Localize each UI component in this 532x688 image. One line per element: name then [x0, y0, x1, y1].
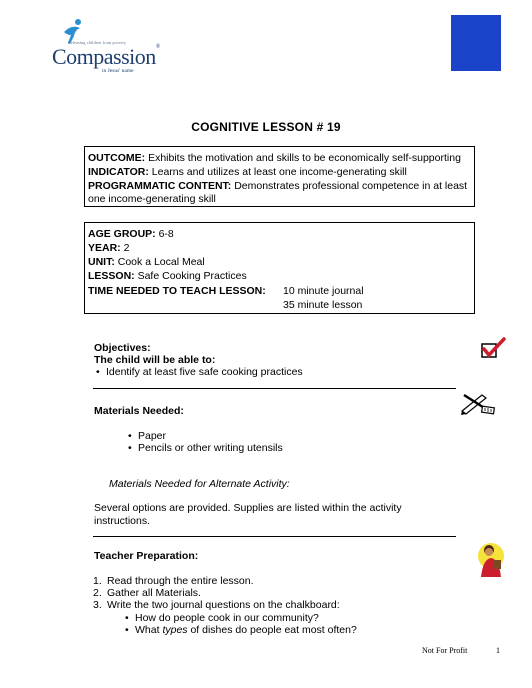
page-title: COGNITIVE LESSON # 19 [191, 120, 341, 134]
compassion-logo [52, 18, 164, 74]
programmatic-line: PROGRAMMATIC CONTENT: Demonstrates professional competence in at least [88, 180, 468, 192]
prep-step: 1. Read through the entire lesson. [93, 575, 254, 587]
objectives-heading: Objectives: [94, 342, 151, 354]
journal-question: • What types of dishes do people eat most often? [135, 623, 357, 637]
alternate-materials-text-2: instructions. [94, 515, 151, 527]
section-divider [93, 388, 456, 389]
logo-subtitle: in Jesus' name [102, 68, 134, 74]
checkbox-check-icon [479, 337, 507, 361]
alternate-materials-heading: Materials Needed for Alternate Activity: [109, 478, 290, 490]
prep-step: 3. Write the two journal questions on the chalkboard: [93, 599, 340, 611]
programmatic-line-2: one income-generating skill [88, 193, 216, 205]
material-item: • Pencils or other writing utensils [138, 441, 283, 455]
alternate-materials-text: Several options are provided. Supplies are listed within the activity [94, 502, 402, 514]
indicator-line: INDICATOR: Learns and utilizes at least one income-generating skill [88, 166, 407, 178]
logo-tagline: Releasing children from poverty [68, 40, 127, 45]
pencil-ruler-icon [460, 391, 496, 415]
footer-note: Not For Profit [422, 646, 468, 655]
time-label: TIME NEEDED TO TEACH LESSON: [88, 285, 266, 297]
time-value-journal: 10 minute journal [283, 285, 364, 297]
teacher-prep-heading: Teacher Preparation: [94, 550, 199, 562]
journal-question: • How do people cook in our community? [135, 611, 319, 625]
lesson-line: LESSON: Safe Cooking Practices [88, 270, 247, 282]
objective-item: • Identify at least five safe cooking practices [106, 365, 303, 379]
unit-line: UNIT: Cook a Local Meal [88, 256, 205, 268]
section-divider [93, 536, 456, 537]
logo-wordmark: Compassion® [52, 44, 160, 69]
objectives-subheading: The child will be able to: [94, 354, 216, 366]
page-number: 1 [496, 646, 500, 655]
blue-corner-block [451, 15, 501, 71]
time-value-lesson: 35 minute lesson [283, 299, 363, 311]
age-group-line: AGE GROUP: 6-8 [88, 228, 174, 240]
outcome-line: OUTCOME: Exhibits the motivation and skills to be economically self-supporting [88, 152, 461, 164]
teacher-person-icon [475, 541, 507, 579]
materials-heading: Materials Needed: [94, 405, 184, 417]
material-item: • Paper [138, 429, 166, 443]
prep-step: 2. Gather all Materials. [93, 587, 201, 599]
year-line: YEAR: 2 [88, 242, 130, 254]
